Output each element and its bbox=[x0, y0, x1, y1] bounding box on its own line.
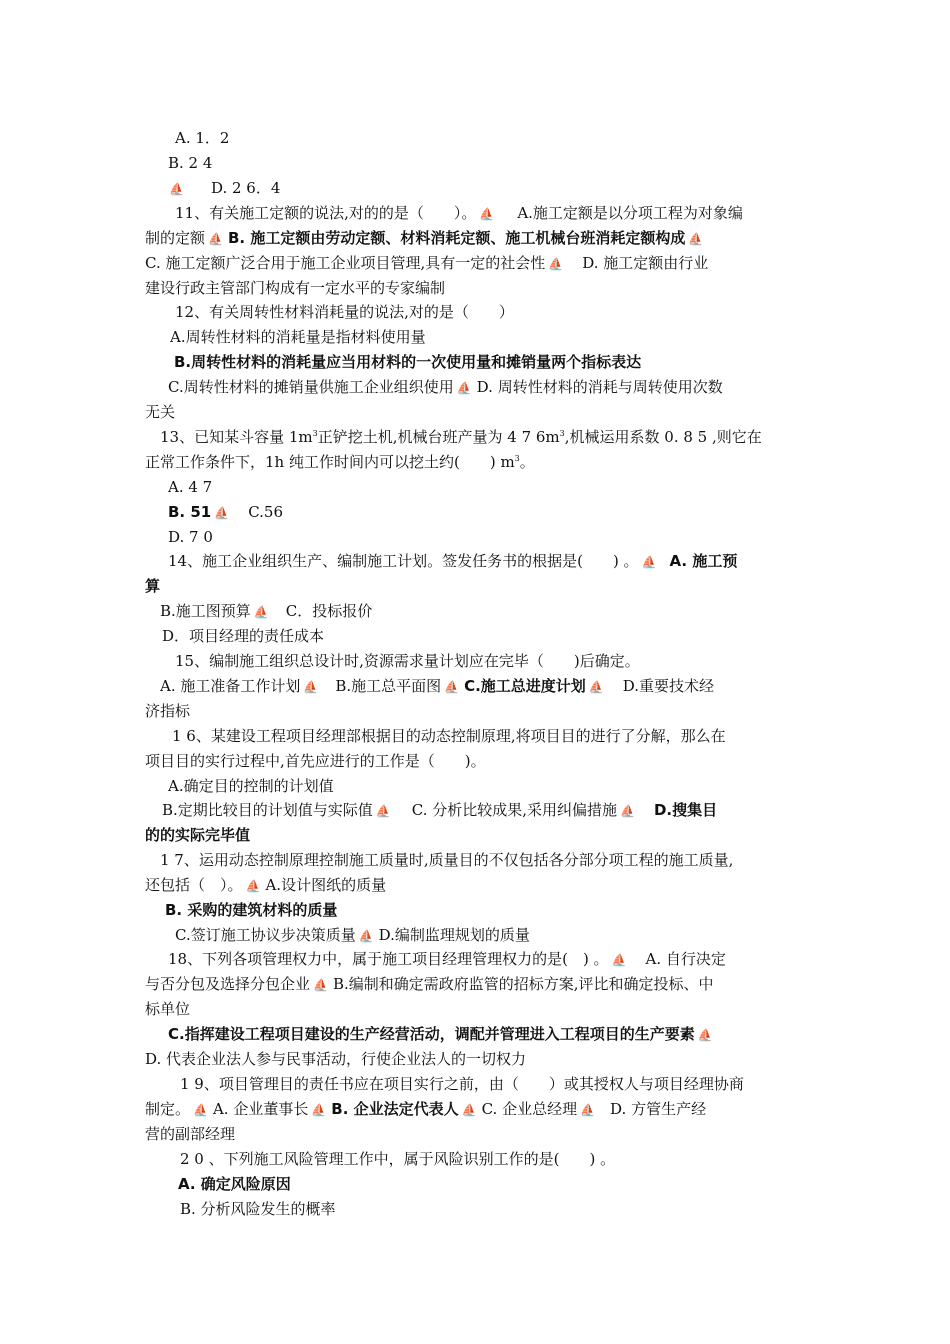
option-text: C.签订施工协议步决策质量 bbox=[175, 926, 356, 944]
option-text: A.设计图纸的质量 bbox=[265, 876, 387, 894]
question-stem: 。 bbox=[519, 453, 535, 471]
question-stem: 项目目的实行过程中,首先应进行的工作是（ )。 bbox=[145, 752, 486, 770]
mark-icon: ⛵ bbox=[641, 555, 657, 569]
question-stem: 还包括（ ）。 bbox=[145, 876, 243, 894]
q10-option-b bbox=[168, 151, 833, 176]
option-text: D. 2 6．4 bbox=[210, 179, 281, 197]
question-stem: 1 9、项目管理目的责任书应在项目实行之前，由（ ）或其授权人与项目经理协商 bbox=[180, 1075, 744, 1093]
q11-line-4 bbox=[145, 276, 810, 301]
option-text: D. 代表企业法人参与民事活动，行使企业法人的一切权力 bbox=[145, 1050, 527, 1068]
option-text: C.周转性材料的摊销量供施工企业组织使用 bbox=[168, 378, 454, 396]
q18-line-3 bbox=[145, 997, 810, 1022]
question-stem: 14、施工企业组织生产、编制施工计划。签发任务书的根据是( ) 。 bbox=[168, 552, 639, 570]
q10-option-a bbox=[175, 126, 840, 151]
question-stem: 正常工作条件下，1h 纯工作时间内可以挖土约( ) m bbox=[145, 453, 515, 471]
answer-text: C.施工总进度计划 bbox=[464, 677, 586, 695]
mark-icon: ⛵ bbox=[208, 232, 223, 246]
q12-stem bbox=[175, 300, 840, 325]
option-text: C.56 bbox=[248, 503, 283, 521]
mark-icon: ⛵ bbox=[580, 1103, 596, 1117]
mark-icon: ⛵ bbox=[375, 804, 391, 818]
question-stem: ,机械运用系数 0. 8 5 ,则它在 bbox=[564, 428, 762, 446]
answer-text: B. 施工定额由劳动定额、材料消耗定额、施工机械台班消耗定额构成 bbox=[227, 229, 686, 247]
q14-line-2 bbox=[145, 574, 810, 599]
q12-line-d bbox=[145, 400, 810, 425]
q14-line-bc bbox=[160, 599, 825, 624]
mark-icon: ⛵ bbox=[169, 182, 184, 196]
mark-icon: ⛵ bbox=[193, 1103, 208, 1117]
option-text: D. 周转性材料的消耗与周转使用次数 bbox=[476, 378, 723, 396]
question-stem: 18、下列各项管理权力中，属于施工项目经理管理权力的是( ) 。 bbox=[168, 950, 609, 968]
answer-text: B.周转性材料的消耗量应当用材料的一次使用量和摊销量两个指标表达 bbox=[174, 353, 642, 371]
q17-option-b bbox=[165, 898, 830, 923]
q18-option-c bbox=[168, 1022, 833, 1047]
q15-line-options bbox=[160, 674, 825, 699]
q13-stem-1 bbox=[160, 425, 825, 450]
mark-icon: ⛵ bbox=[214, 506, 230, 520]
answer-text: 算 bbox=[145, 577, 161, 595]
option-text: A. 1．2 bbox=[175, 129, 230, 147]
question-stem: 15、编制施工组织总设计时,资源需求量计划应在完毕（ )后确定。 bbox=[175, 652, 640, 670]
option-text: A.确定目的控制的计划值 bbox=[168, 777, 334, 795]
option-text: D.重要技术经 bbox=[622, 677, 715, 695]
q13-option-a bbox=[168, 475, 833, 500]
mark-icon: ⛵ bbox=[313, 978, 328, 992]
q20-option-a bbox=[178, 1172, 843, 1197]
option-text: B. 分析风险发生的概率 bbox=[180, 1200, 336, 1218]
option-text: D. 方管生产经 bbox=[610, 1100, 707, 1118]
question-stem: 正铲挖土机,机械台班产量为 4 7 6m bbox=[317, 428, 560, 446]
q19-line-2 bbox=[145, 1097, 810, 1122]
answer-text: 的的实际完毕值 bbox=[145, 826, 251, 844]
q19-line-3 bbox=[145, 1122, 810, 1147]
option-text: C. 施工定额广泛合用于施工企业项目管理,具有一定的社会性 bbox=[145, 254, 546, 272]
option-text: B. 2 4 bbox=[168, 154, 213, 172]
option-text: B.施工总平面图 bbox=[335, 677, 442, 695]
option-text: A. 4 7 bbox=[168, 478, 213, 496]
mark-icon: ⛵ bbox=[245, 879, 261, 893]
answer-text: B. 采购的建筑材料的质量 bbox=[165, 901, 338, 919]
option-text: 制的定额 bbox=[145, 229, 206, 247]
mark-icon: ⛵ bbox=[456, 381, 472, 395]
q18-option-d bbox=[145, 1047, 810, 1072]
q16-option-a bbox=[168, 774, 833, 799]
q16-line-bcd bbox=[162, 798, 827, 823]
q16-stem-2 bbox=[145, 749, 810, 774]
q11-line-1 bbox=[175, 201, 840, 226]
question-stem: 1 6、某建设工程项目经理部根据目的动态控制原理,将项目目的进行了分解，那么在 bbox=[172, 727, 726, 745]
option-text: B.编制和确定需政府监管的招标方案,评比和确定投标、中 bbox=[332, 975, 714, 993]
mark-icon: ⛵ bbox=[444, 680, 460, 694]
q20-option-b bbox=[180, 1197, 845, 1222]
option-text: D．项目经理的责任成本 bbox=[162, 627, 325, 645]
question-stem: 12、有关周转性材料消耗量的说法,对的是（ ） bbox=[175, 303, 514, 321]
question-stem: 制定。 bbox=[145, 1100, 191, 1118]
option-text: C. 企业总经理 bbox=[481, 1100, 578, 1118]
mark-icon: ⛵ bbox=[611, 953, 627, 967]
q17-line-cd bbox=[175, 923, 840, 948]
q12-line-c bbox=[168, 375, 833, 400]
q10-option-d bbox=[166, 176, 831, 201]
q11-line-3 bbox=[145, 251, 810, 276]
option-text: B.施工图预算 bbox=[160, 602, 251, 620]
option-text: 无关 bbox=[145, 403, 176, 421]
q13-option-d bbox=[168, 525, 833, 550]
option-text: 营的副部经理 bbox=[145, 1125, 236, 1143]
option-text: D. 7 0 bbox=[168, 528, 213, 546]
option-text: 济指标 bbox=[145, 702, 191, 720]
q11-line-2 bbox=[145, 226, 810, 251]
question-stem: 13、已知某斗容量 1m bbox=[160, 428, 313, 446]
question-stem: 11、有关施工定额的说法,对的的是（ ）。 bbox=[175, 204, 477, 222]
q20-stem bbox=[180, 1147, 845, 1172]
q17-stem-2 bbox=[145, 873, 810, 898]
option-text: A.周转性材料的消耗量是指材料使用量 bbox=[170, 328, 426, 346]
answer-text: B. 企业法定代表人 bbox=[331, 1100, 459, 1118]
option-text: 与否分包及选择分包企业 bbox=[145, 975, 311, 993]
q15-line-d bbox=[145, 699, 810, 724]
mark-icon: ⛵ bbox=[688, 232, 704, 246]
q14-line-1 bbox=[168, 549, 833, 574]
q13-line-bc bbox=[168, 500, 833, 525]
mark-icon: ⛵ bbox=[479, 207, 495, 221]
mark-icon: ⛵ bbox=[697, 1028, 713, 1042]
q13-stem-2 bbox=[145, 450, 810, 475]
answer-text: C.指挥建设工程项目建设的生产经营活动，调配并管理进入工程项目的生产要素 bbox=[168, 1025, 695, 1043]
q18-line-2 bbox=[145, 972, 810, 997]
q12-option-b bbox=[174, 350, 839, 375]
question-stem: 1 7、运用动态控制原理控制施工质量时,质量目的不仅包括各分部分项工程的施工质量, bbox=[160, 851, 734, 869]
q18-line-1 bbox=[168, 947, 833, 972]
q14-option-d bbox=[162, 624, 827, 649]
q15-stem bbox=[175, 649, 840, 674]
mark-icon: ⛵ bbox=[548, 257, 564, 271]
mark-icon: ⛵ bbox=[620, 804, 635, 818]
option-text: A. 施工准备工作计划 bbox=[160, 677, 301, 695]
superscript: 3 bbox=[514, 454, 520, 463]
q16-stem-1 bbox=[172, 724, 837, 749]
option-text: A.施工定额是以分项工程为对象编 bbox=[517, 204, 743, 222]
option-text: B.定期比较目的计划值与实际值 bbox=[162, 801, 373, 819]
answer-text: D.搜集目 bbox=[653, 801, 718, 819]
option-text: 建设行政主管部门构成有一定水平的专家编制 bbox=[145, 279, 446, 297]
question-stem: 2 0 、下列施工风险管理工作中，属于风险识别工作的是( ) 。 bbox=[180, 1150, 616, 1168]
mark-icon: ⛵ bbox=[303, 680, 319, 694]
mark-icon: ⛵ bbox=[253, 605, 269, 619]
mark-icon: ⛵ bbox=[358, 929, 374, 943]
mark-icon: ⛵ bbox=[461, 1103, 477, 1117]
answer-text: A. 确定风险原因 bbox=[178, 1175, 291, 1193]
option-text: A. 企业董事长 bbox=[212, 1100, 309, 1118]
option-text: C. 分析比较成果,采用纠偏措施 bbox=[411, 801, 617, 819]
answer-text: A. 施工预 bbox=[669, 552, 738, 570]
answer-text: B. 51 bbox=[168, 503, 212, 521]
mark-icon: ⛵ bbox=[311, 1103, 327, 1117]
q19-stem-1 bbox=[180, 1072, 845, 1097]
option-text: A. 自行决定 bbox=[645, 950, 726, 968]
option-text: D.编制监理规划的质量 bbox=[378, 926, 530, 944]
q16-line-d bbox=[145, 823, 810, 848]
superscript: 3 bbox=[559, 429, 565, 438]
option-text: C．投标报价 bbox=[285, 602, 373, 620]
option-text: D. 施工定额由行业 bbox=[582, 254, 709, 272]
q17-stem-1 bbox=[160, 848, 825, 873]
mark-icon: ⛵ bbox=[588, 680, 604, 694]
option-text: 标单位 bbox=[145, 1000, 191, 1018]
superscript: 3 bbox=[312, 429, 318, 438]
q12-option-a bbox=[170, 325, 835, 350]
